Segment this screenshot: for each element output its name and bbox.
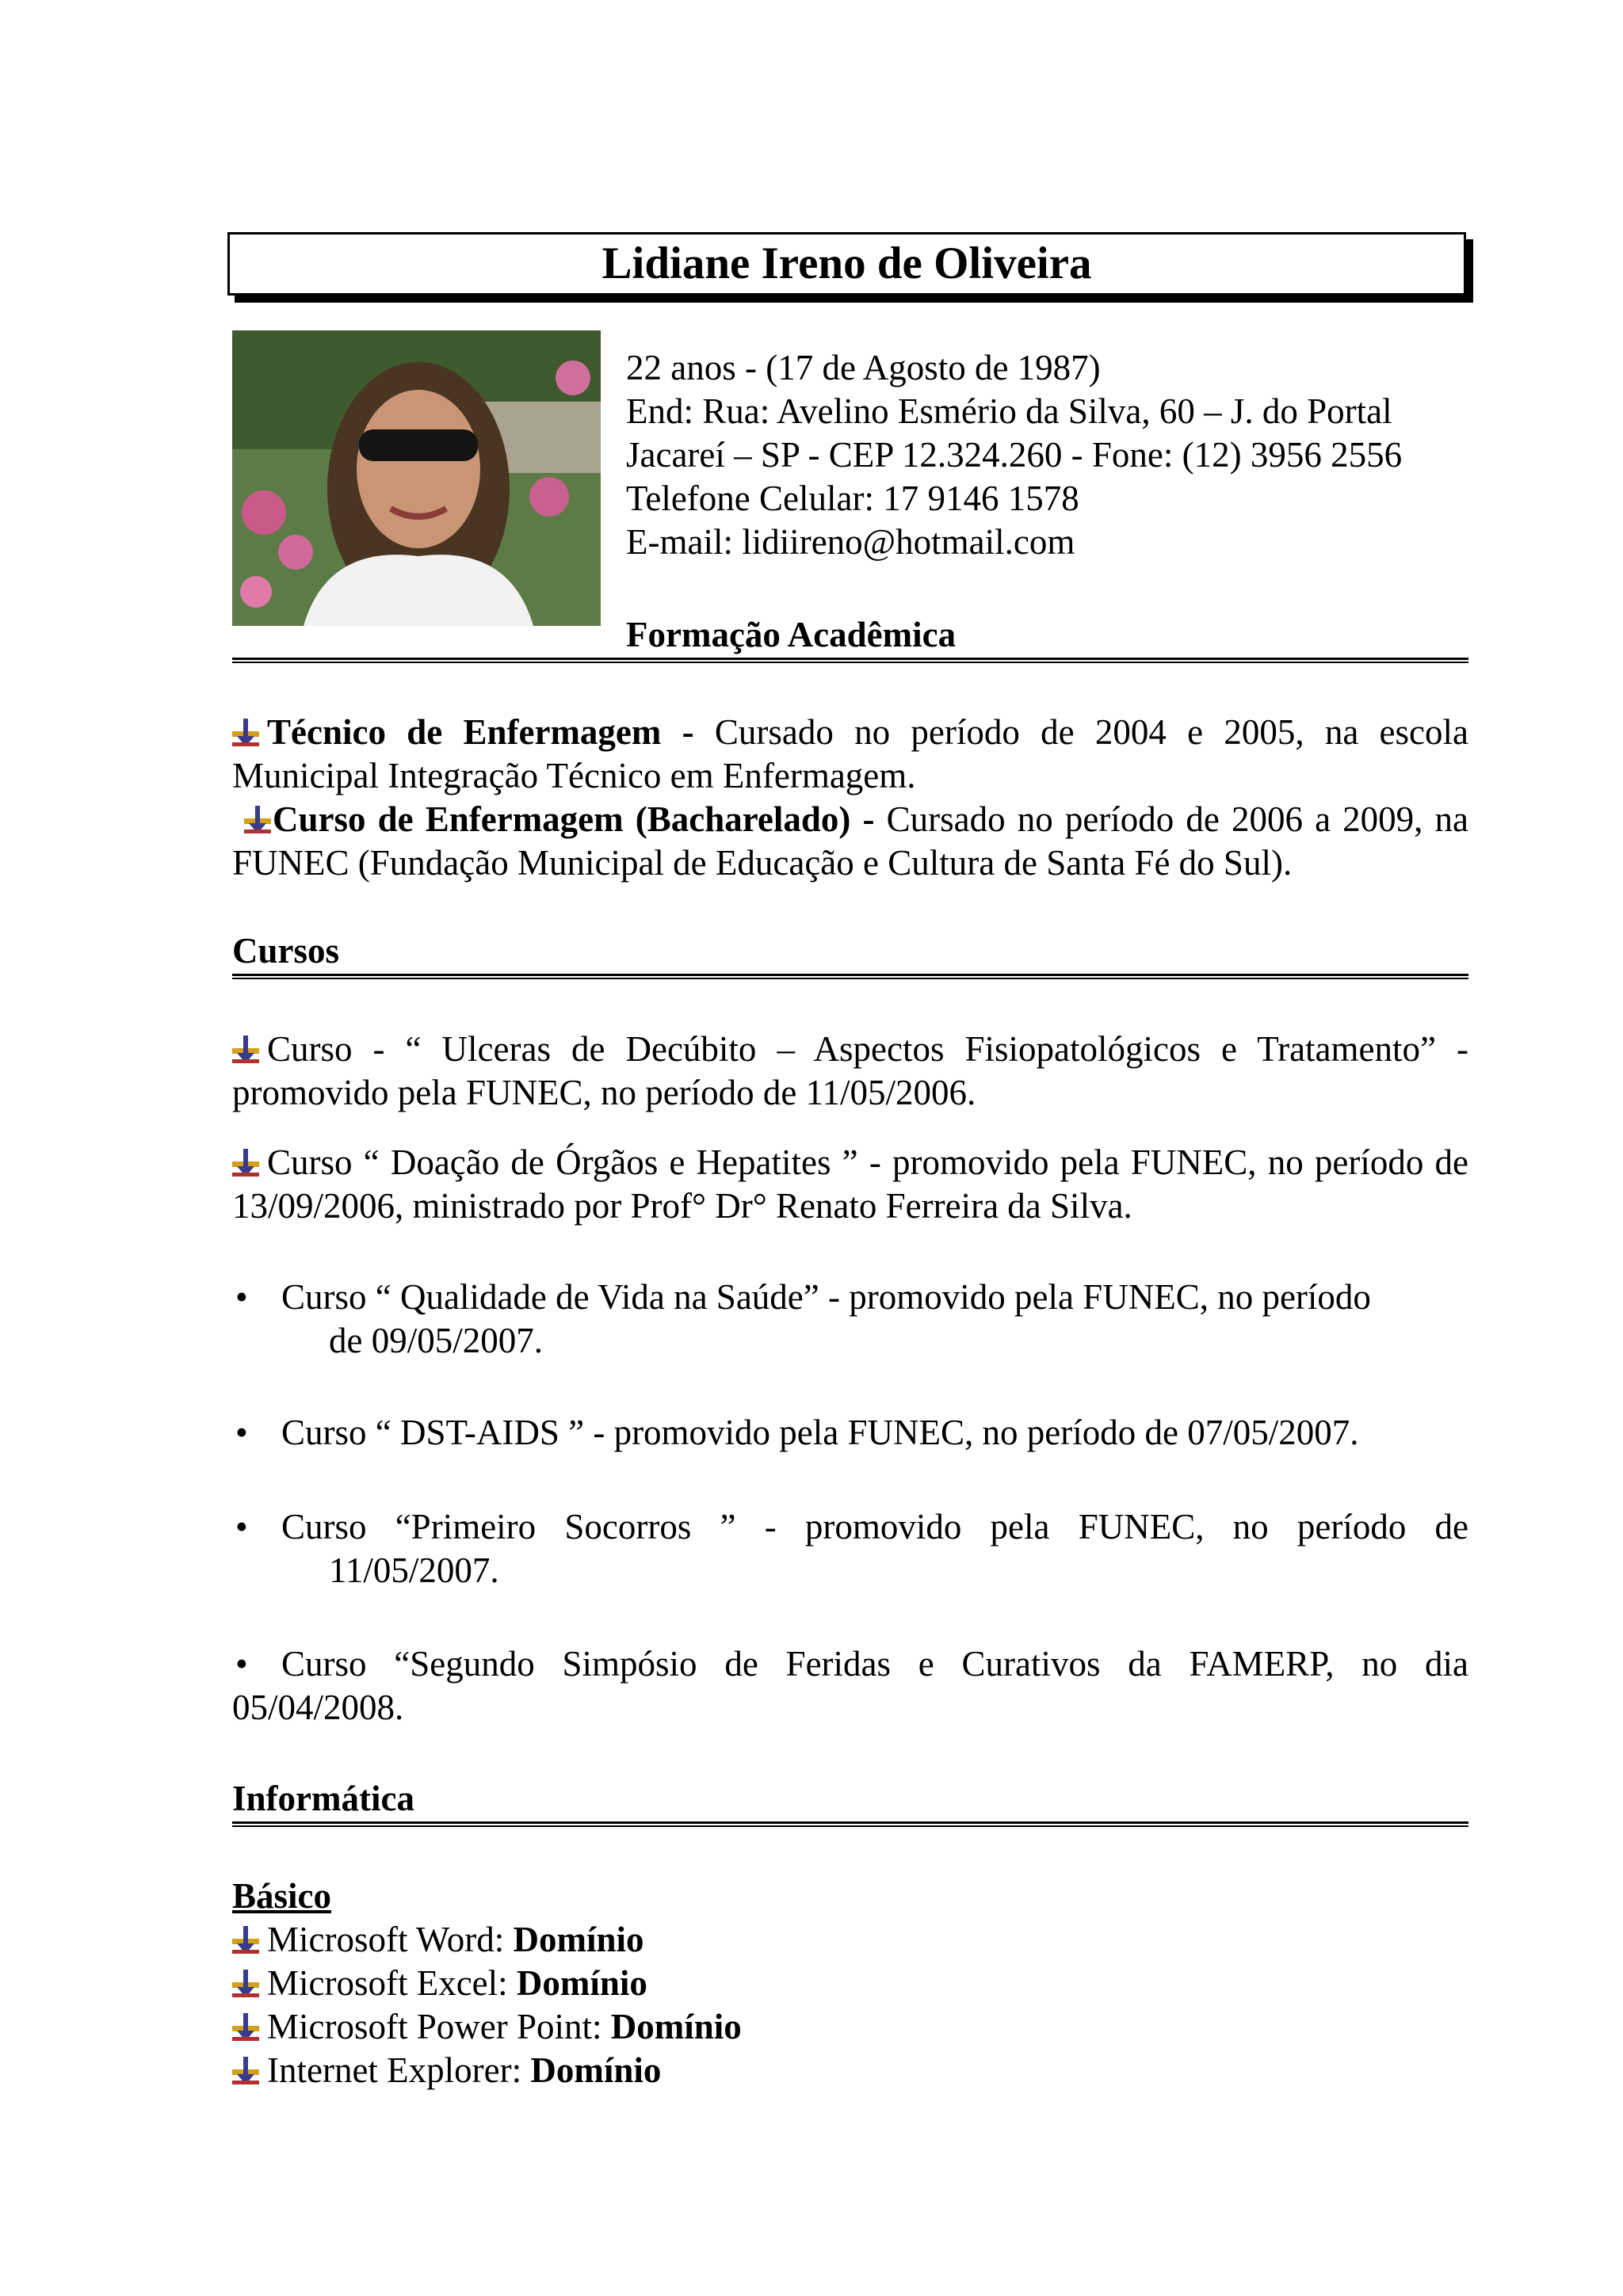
section-rule [232, 658, 1468, 663]
skill-item [232, 1962, 647, 2005]
curso-item [232, 1141, 1468, 1228]
curso-bullet-item [232, 1411, 1468, 1455]
curso-item [232, 1028, 1468, 1115]
skill-item [232, 2005, 742, 2049]
address: End: Rua: Avelino Esmério da Silva, 60 – J. do Portal [626, 391, 1392, 431]
skill-label: Microsoft Power Point: [267, 2007, 611, 2046]
skill-value: Domínio [516, 1963, 647, 2003]
curso-bullet-line: 11/05/2007. [329, 1550, 499, 1590]
skill-item [232, 1918, 644, 1962]
formacao-item [232, 798, 1468, 885]
arrow-bullet-icon [232, 2057, 259, 2085]
skill-value: Domínio [513, 1920, 644, 1959]
arrow-bullet-icon [232, 1970, 259, 1998]
profile-photo [232, 330, 601, 626]
bullet-dot: • [235, 1413, 248, 1452]
formacao-item-text: Cursado no período de 2004 e 2005, na escola Municipal Integração Técnico em Enfermagem. [232, 712, 1468, 795]
profile-photo-image [232, 330, 601, 626]
person-name: Lidiane Ireno de Oliveira [601, 238, 1092, 288]
personal-info [626, 346, 1498, 564]
arrow-bullet-icon [232, 2013, 259, 2042]
skill-label: Internet Explorer: [267, 2050, 531, 2090]
arrow-bullet-icon [244, 806, 271, 834]
arrow-bullet-icon [232, 1149, 259, 1177]
section-rule [232, 1821, 1468, 1827]
arrow-bullet-icon [232, 1035, 259, 1064]
email: E-mail: lidiireno@hotmail.com [626, 522, 1075, 562]
arrow-bullet-icon [232, 719, 259, 747]
skill-level-heading: Básico [232, 1876, 332, 1916]
curso-bullet-line: de 09/05/2007. [329, 1321, 543, 1360]
curso-item-text: Curso - “ Ulceras de Decúbito – Aspectos Fisiopatológicos e Tratamento” - promovido pela FUNEC, no período de 11/05/2006. [232, 1029, 1468, 1112]
curso-bullet-line: Curso “ DST-AIDS ” - promovido pela FUNEC, no período de 07/05/2007. [281, 1413, 1359, 1452]
curso-item-text: Curso “ Doação de Órgãos e Hepatites ” - promovido pela FUNEC, no período de 13/09/2006, ministrado por Prof° Dr° Renato Ferreira da Silva. [232, 1142, 1468, 1226]
section-title-formacao: Formação Acadêmica [626, 615, 957, 654]
skill-label: Microsoft Word: [267, 1920, 514, 1959]
section-rule [232, 974, 1468, 979]
bullet-dot: • [235, 1507, 248, 1547]
skill-value: Domínio [530, 2050, 662, 2090]
formacao-item [232, 711, 1468, 798]
bullet-dot: • [235, 1277, 248, 1317]
section-title-cursos: Cursos [232, 931, 340, 971]
skill-label: Microsoft Excel: [267, 1963, 517, 2003]
age-birthdate: 22 anos - (17 de Agosto de 1987) [626, 348, 1101, 387]
curso-bullet-item [232, 1276, 1468, 1363]
bullet-dot: • [235, 1644, 248, 1684]
mobile-phone: Telefone Celular: 17 9146 1578 [626, 479, 1079, 518]
formacao-item-title: Técnico de Enfermagem - [267, 712, 694, 752]
section-title-informatica: Informática [232, 1779, 414, 1818]
formacao-item-text: Cursado no período de 2006 a 2009, na FUNEC (Fundação Municipal de Educação e Cultura de Santa Fé do Sul). [232, 799, 1468, 883]
skill-item [232, 2049, 661, 2092]
curso-bullet-item [232, 1642, 1468, 1730]
skill-value: Domínio [610, 2007, 742, 2046]
curso-bullet-line: Curso “ Qualidade de Vida na Saúde” - promovido pela FUNEC, no período [281, 1277, 1371, 1317]
name-header-box [227, 232, 1466, 296]
curso-bullet-line: 05/04/2008. [232, 1688, 404, 1727]
arrow-bullet-icon [232, 1926, 259, 1955]
curso-bullet-line: Curso “Primeiro Socorros ” - promovido pela FUNEC, no período de [281, 1507, 1468, 1547]
formacao-item-title: Curso de Enfermagem (Bacharelado) - [273, 799, 875, 839]
curso-bullet-item [232, 1505, 1468, 1592]
curso-bullet-line: Curso “Segundo Simpósio de Feridas e Curativos da FAMERP, no dia [281, 1644, 1468, 1684]
city-phone: Jacareí – SP - CEP 12.324.260 - Fone: (12) 3956 2556 [626, 435, 1403, 475]
